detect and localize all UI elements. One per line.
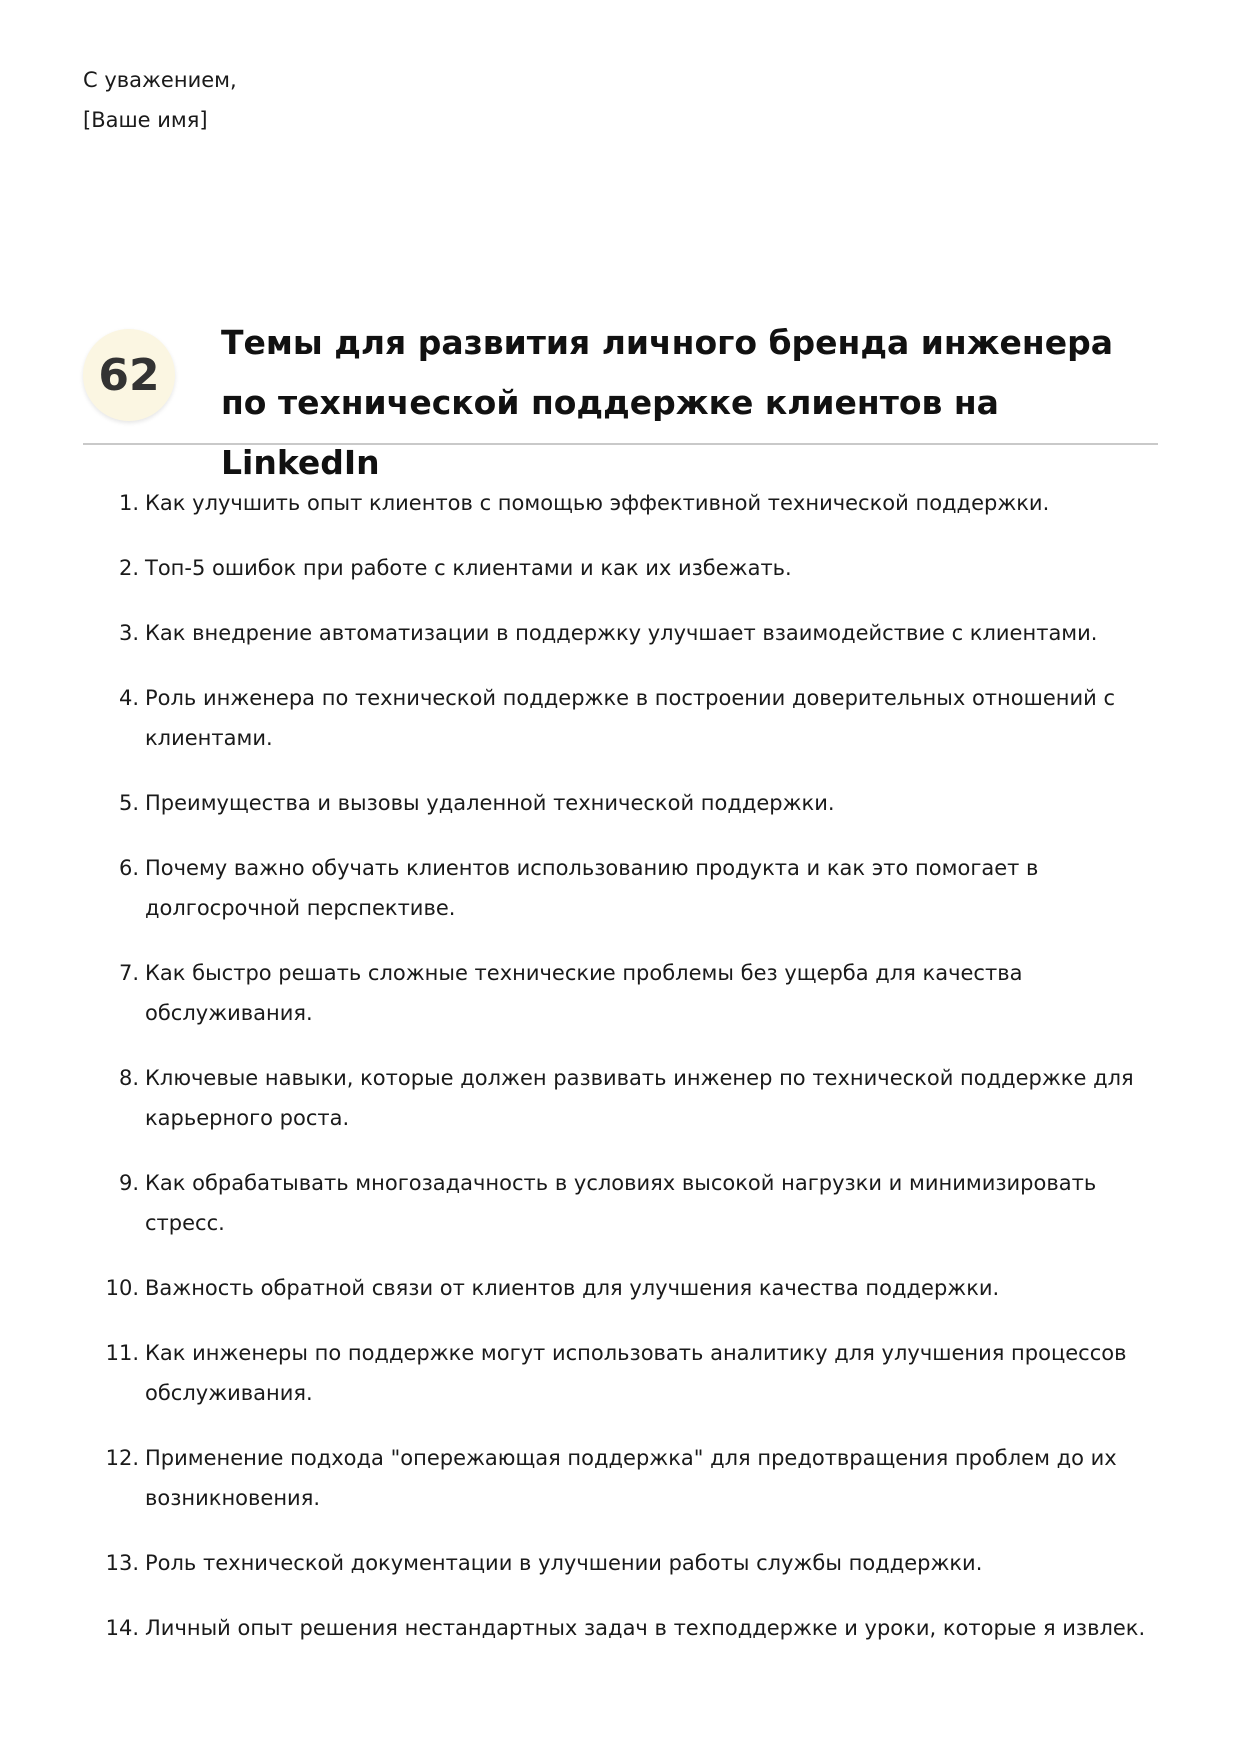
list-item-text: Как быстро решать сложные технические проблемы без ущерба для качества обслуживания. <box>145 961 1023 1025</box>
list-item-text: Как обрабатывать многозадачность в условиях высокой нагрузки и минимизировать стресс. <box>145 1171 1097 1235</box>
list-item-text: Личный опыт решения нестандартных задач в техподдержке и уроки, которые я извлек. <box>145 1616 1146 1640</box>
list-item-text: Преимущества и вызовы удаленной технической поддержки. <box>145 791 835 815</box>
list-item-text: Важность обратной связи от клиентов для улучшения качества поддержки. <box>145 1276 1000 1300</box>
list-item <box>83 783 1158 823</box>
list-item <box>83 1268 1158 1308</box>
list-item-text: Почему важно обучать клиентов использованию продукта и как это помогает в долгосрочной перспективе. <box>145 856 1039 920</box>
list-item-number: 5. <box>118 791 139 815</box>
list-item <box>83 1438 1158 1518</box>
list-item-text: Топ-5 ошибок при работе с клиентами и как их избежать. <box>145 556 792 580</box>
list-item-text: Применение подхода "опережающая поддержка" для предотвращения проблем до их возникновения. <box>145 1446 1117 1510</box>
list-item <box>83 678 1158 758</box>
list-item <box>83 1333 1158 1413</box>
list-item-number: 9. <box>118 1171 139 1195</box>
list-item <box>83 483 1158 523</box>
list-item <box>83 1058 1158 1138</box>
list-item-number: 7. <box>118 961 139 985</box>
list-item-text: Как инженеры по поддержке могут использовать аналитику для улучшения процессов обслуживания. <box>145 1341 1127 1405</box>
list-item <box>83 1543 1158 1583</box>
section-number-badge: 62 <box>83 329 175 421</box>
list-item <box>83 953 1158 1033</box>
list-item-text: Роль технической документации в улучшении работы службы поддержки. <box>145 1551 983 1575</box>
list-item <box>83 613 1158 653</box>
list-item <box>83 848 1158 928</box>
list-item-number: 8. <box>118 1066 139 1090</box>
closing-text: С уважением, <box>83 68 237 92</box>
list-item-text: Как внедрение автоматизации в поддержку улучшает взаимодействие с клиентами. <box>145 621 1098 645</box>
list-item <box>83 1163 1158 1243</box>
list-item-number: 3. <box>118 621 139 645</box>
list-item-number: 4. <box>118 686 139 710</box>
list-item <box>83 548 1158 588</box>
list-item-number: 13. <box>105 1551 139 1575</box>
list-item-number: 10. <box>105 1276 139 1300</box>
section-title: Темы для развития личного бренда инженера по технической поддержке клиентов на LinkedIn <box>221 323 1113 482</box>
topic-list <box>83 483 1158 1673</box>
list-item-number: 1. <box>118 491 139 515</box>
section-header <box>83 313 1158 482</box>
list-item-number: 2. <box>118 556 139 580</box>
signoff <box>83 60 237 140</box>
list-item <box>83 1608 1158 1648</box>
list-item-number: 6. <box>118 856 139 880</box>
list-item-text: Ключевые навыки, которые должен развивать инженер по технической поддержке для карьерного роста. <box>145 1066 1134 1130</box>
signature-name: [Ваше имя] <box>83 108 208 132</box>
list-item-number: 14. <box>105 1616 139 1640</box>
list-item-text: Как улучшить опыт клиентов с помощью эффективной технической поддержки. <box>145 491 1050 515</box>
list-item-text: Роль инженера по технической поддержке в построении доверительных отношений с клиентами. <box>145 686 1115 750</box>
list-item-number: 12. <box>105 1446 139 1470</box>
list-item-number: 11. <box>105 1341 139 1365</box>
